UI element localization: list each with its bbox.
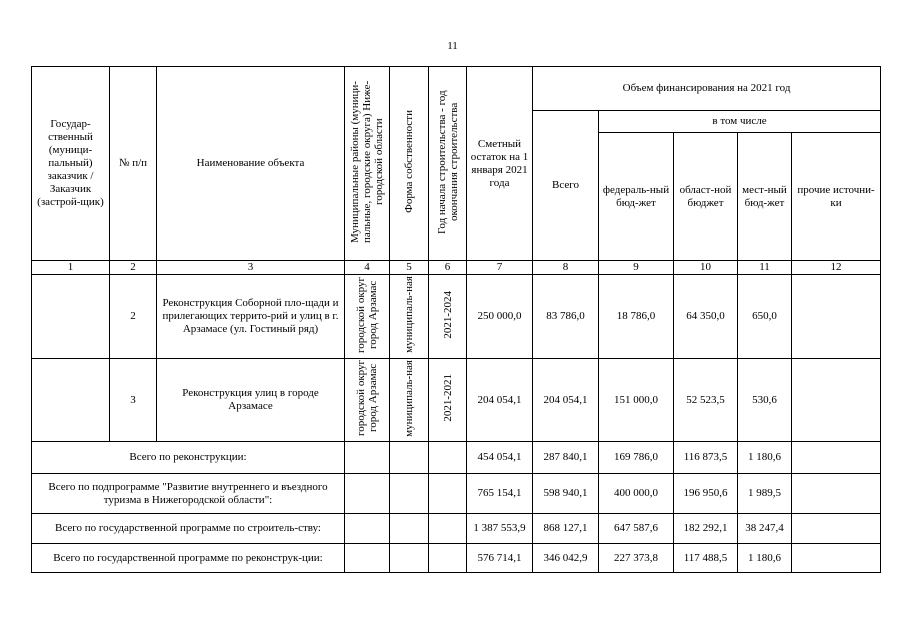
totals-row bbox=[32, 442, 881, 474]
years-cell bbox=[429, 359, 467, 442]
total: 204 054,1 bbox=[533, 359, 599, 442]
header-total: Всего bbox=[533, 111, 599, 261]
local: 1 989,5 bbox=[738, 474, 792, 514]
empty-cell bbox=[345, 514, 390, 544]
col-number: 8 bbox=[533, 261, 599, 275]
totals-label: Всего по реконструкции: bbox=[32, 442, 345, 474]
col-number: 4 bbox=[345, 261, 390, 275]
local: 1 180,6 bbox=[738, 544, 792, 573]
total: 868 127,1 bbox=[533, 514, 599, 544]
balance: 1 387 553,9 bbox=[467, 514, 533, 544]
col-number: 9 bbox=[599, 261, 674, 275]
other bbox=[792, 442, 881, 474]
table-row bbox=[32, 359, 881, 442]
col-number: 11 bbox=[738, 261, 792, 275]
empty-cell bbox=[345, 442, 390, 474]
customer-cell bbox=[32, 359, 110, 442]
empty-cell bbox=[390, 442, 429, 474]
balance: 250 000,0 bbox=[467, 275, 533, 359]
ownership-cell bbox=[390, 359, 429, 442]
totals-label: Всего по подпрограмме "Развитие внутреннего и въездного туризма в Нижегородской области": bbox=[32, 474, 345, 514]
header-no: № п/п bbox=[110, 67, 157, 261]
ownership: муниципаль-ная bbox=[403, 276, 415, 353]
header-customer: Государ-ственный (муници-пальный) заказчик / Заказчик (застрой-щик) bbox=[32, 67, 110, 261]
local: 1 180,6 bbox=[738, 442, 792, 474]
regional: 182 292,1 bbox=[674, 514, 738, 544]
column-numbers-row bbox=[32, 261, 881, 275]
financing-table bbox=[31, 66, 881, 573]
header-years-cell bbox=[429, 67, 467, 261]
federal: 400 000,0 bbox=[599, 474, 674, 514]
empty-cell bbox=[429, 514, 467, 544]
balance: 765 154,1 bbox=[467, 474, 533, 514]
row-no: 2 bbox=[110, 275, 157, 359]
district: городской округ город Арзамас bbox=[355, 276, 379, 353]
totals-label: Всего по государственной программе по реконструк-ции: bbox=[32, 544, 345, 573]
col-number: 6 bbox=[429, 261, 467, 275]
totals-row bbox=[32, 514, 881, 544]
years-cell bbox=[429, 275, 467, 359]
col-number: 3 bbox=[157, 261, 345, 275]
district-cell bbox=[345, 275, 390, 359]
local: 650,0 bbox=[738, 275, 792, 359]
total: 346 042,9 bbox=[533, 544, 599, 573]
col-number: 2 bbox=[110, 261, 157, 275]
regional: 116 873,5 bbox=[674, 442, 738, 474]
header-regional: област-ной бюджет bbox=[674, 133, 738, 261]
header-object-name: Наименование объекта bbox=[157, 67, 345, 261]
federal: 169 786,0 bbox=[599, 442, 674, 474]
balance: 454 054,1 bbox=[467, 442, 533, 474]
totals-row bbox=[32, 474, 881, 514]
header-including: в том числе bbox=[599, 111, 881, 133]
col-number: 10 bbox=[674, 261, 738, 275]
total: 287 840,1 bbox=[533, 442, 599, 474]
empty-cell bbox=[429, 544, 467, 573]
object-name: Реконструкция Соборной пло-щади и прилегающих террито-рий и улиц в г. Арзамасе (ул. Гостиный ряд) bbox=[157, 275, 345, 359]
header-other: прочие источни-ки bbox=[792, 133, 881, 261]
totals-label: Всего по государственной программе по строитель-ству: bbox=[32, 514, 345, 544]
balance: 576 714,1 bbox=[467, 544, 533, 573]
empty-cell bbox=[345, 544, 390, 573]
federal: 227 373,8 bbox=[599, 544, 674, 573]
object-name: Реконструкция улиц в городе Арзамасе bbox=[157, 359, 345, 442]
empty-cell bbox=[390, 474, 429, 514]
header-district: Муниципальные районы (муници-пальные, городские округа) Ниже-городской области bbox=[349, 80, 385, 243]
header-local: мест-ный бюд-жет bbox=[738, 133, 792, 261]
other bbox=[792, 544, 881, 573]
federal: 647 587,6 bbox=[599, 514, 674, 544]
col-number: 1 bbox=[32, 261, 110, 275]
empty-cell bbox=[429, 442, 467, 474]
total: 598 940,1 bbox=[533, 474, 599, 514]
header-federal: федераль-ный бюд-жет bbox=[599, 133, 674, 261]
other bbox=[792, 474, 881, 514]
header-ownership: Форма собственности bbox=[403, 110, 415, 213]
col-number: 5 bbox=[390, 261, 429, 275]
regional: 196 950,6 bbox=[674, 474, 738, 514]
col-number: 7 bbox=[467, 261, 533, 275]
page-number: 11 bbox=[447, 40, 458, 52]
other bbox=[792, 514, 881, 544]
header-balance: Сметный остаток на 1 января 2021 года bbox=[467, 67, 533, 261]
local: 530,6 bbox=[738, 359, 792, 442]
regional: 52 523,5 bbox=[674, 359, 738, 442]
empty-cell bbox=[345, 474, 390, 514]
ownership: муниципаль-ная bbox=[403, 359, 415, 437]
regional: 64 350,0 bbox=[674, 275, 738, 359]
col-number: 12 bbox=[792, 261, 881, 275]
total: 83 786,0 bbox=[533, 275, 599, 359]
header-years: Год начала строительства - год окончания строительства bbox=[435, 89, 460, 234]
federal: 18 786,0 bbox=[599, 275, 674, 359]
local: 38 247,4 bbox=[738, 514, 792, 544]
empty-cell bbox=[390, 514, 429, 544]
other bbox=[792, 275, 881, 359]
federal: 151 000,0 bbox=[599, 359, 674, 442]
district: городской округ город Арзамас bbox=[355, 359, 379, 437]
header-ownership-cell bbox=[390, 67, 429, 261]
regional: 117 488,5 bbox=[674, 544, 738, 573]
customer-cell bbox=[32, 275, 110, 359]
table-row bbox=[32, 275, 881, 359]
empty-cell bbox=[429, 474, 467, 514]
header-funding: Объем финансирования на 2021 год bbox=[533, 67, 881, 111]
years: 2021-2021 bbox=[441, 374, 454, 422]
years: 2021-2024 bbox=[441, 290, 454, 339]
other bbox=[792, 359, 881, 442]
row-no: 3 bbox=[110, 359, 157, 442]
district-cell bbox=[345, 359, 390, 442]
empty-cell bbox=[390, 544, 429, 573]
header-district-cell bbox=[345, 67, 390, 261]
balance: 204 054,1 bbox=[467, 359, 533, 442]
totals-row bbox=[32, 544, 881, 573]
ownership-cell bbox=[390, 275, 429, 359]
